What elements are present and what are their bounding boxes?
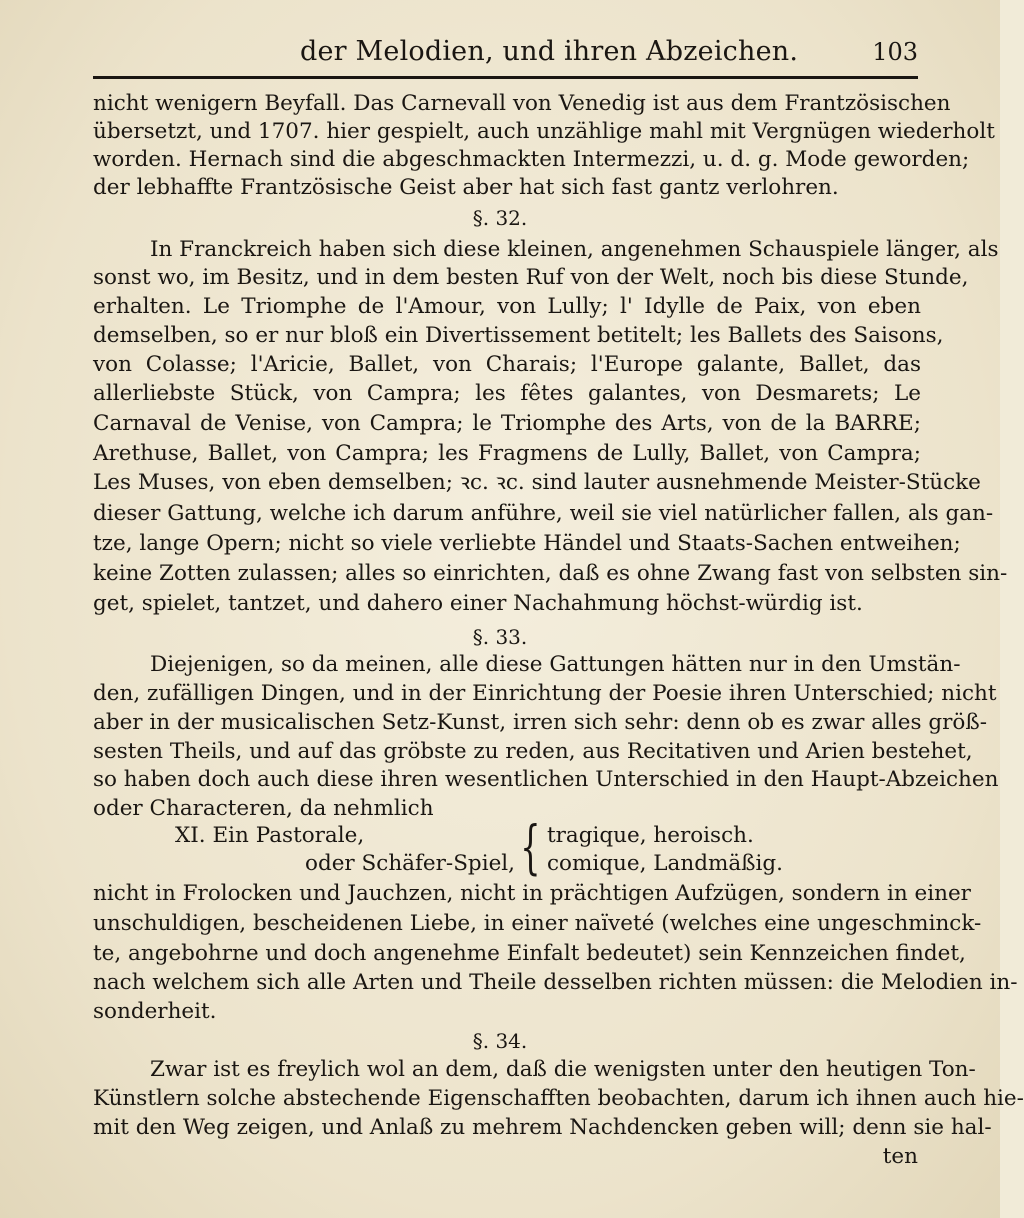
text-line: Arethuse, Ballet, von Campra; les Fragmens de Lully, Ballet, von Campra;	[93, 441, 921, 466]
running-title: der Melodien, und ihren Abzeichen.	[300, 36, 799, 67]
text-line: Carnaval de Venise, von Campra; le Triomphe des Arts, von de la BARRE;	[93, 411, 921, 436]
text-line: keine Zotten zulassen; alles so einrichten, daß es ohne Zwang fast von selbsten sin-	[93, 561, 1008, 586]
text-line: Künstlern solche abstechende Eigenschafften beobachten, darum ich ihnen auch hie-	[93, 1086, 1024, 1111]
text-line: te, angebohrne und doch angenehme Einfalt bedeutet) sein Kennzeichen findet,	[93, 941, 966, 966]
section-heading-34: §. 34.	[472, 1029, 528, 1053]
text-line: übersetzt, und 1707. hier gespielt, auch unzählige mahl mit Vergnügen wiederholt	[93, 119, 995, 144]
text-line: In Franckreich haben sich diese kleinen, angenehmen Schauspiele länger, als	[150, 237, 999, 262]
text-line: allerliebste Stück, von Campra; les fêtes galantes, von Desmarets; Le	[93, 381, 921, 406]
text-line: sonst wo, im Besitz, und in dem besten Ruf von der Welt, noch bis diese Stunde,	[93, 265, 969, 290]
text-line: erhalten. Le Triomphe de l'Amour, von Lully; l' Idylle de Paix, von eben	[93, 294, 921, 319]
text-line: Les Muses, von eben demselben; ꝛc. ꝛc. sind lauter ausnehmende Meister-Stücke	[93, 470, 981, 495]
text-line: sonderheit.	[93, 999, 217, 1024]
page-number: 103	[872, 38, 918, 66]
text-line: Zwar ist es freylich wol an dem, daß die wenigsten unter den heutigen Ton-	[150, 1057, 976, 1082]
text-line: dieser Gattung, welche ich darum anführe, weil sie viel natürlicher fallen, als gan-	[93, 501, 994, 526]
catchword: ten	[882, 1144, 918, 1169]
section-heading-32: §. 32.	[472, 206, 528, 230]
text-line: nicht in Frolocken und Jauchzen, nicht in prächtigen Aufzügen, sondern in einer	[93, 881, 971, 906]
text-line: aber in der musicalischen Setz-Kunst, irren sich sehr: denn ob es zwar alles größ-	[93, 710, 987, 735]
section-heading-33: §. 33.	[472, 625, 528, 649]
text-line: so haben doch auch diese ihren wesentlichen Unterschied in den Haupt-Abzeichen	[93, 767, 999, 792]
item-xi-option-1: tragique, heroisch.	[547, 823, 754, 848]
text-line: unschuldigen, bescheidenen Liebe, in einer naïveté (welches eine ungeschminck-	[93, 911, 982, 936]
page-header	[0, 28, 1000, 78]
text-line: oder Characteren, da nehmlich	[93, 796, 434, 821]
header-rule	[93, 76, 918, 79]
text-line: worden. Hernach sind die abgeschmackten Intermezzi, u. d. g. Mode geworden;	[93, 147, 970, 172]
text-line: get, spielet, tantzet, und dahero einer Nachahmung höchst-würdig ist.	[93, 591, 863, 616]
text-line: sesten Theils, und auf das gröbste zu reden, aus Recitativen und Arien bestehet,	[93, 739, 973, 764]
text-line: von Colasse; l'Aricie, Ballet, von Charais; l'Europe galante, Ballet, das	[93, 352, 921, 377]
brace: {	[520, 813, 541, 881]
item-xi-label: XI. Ein Pastorale,	[175, 823, 365, 848]
text-line: demselben, so er nur bloß ein Divertissement betitelt; les Ballets des Saisons,	[93, 323, 944, 348]
item-xi-option-2: comique, Landmäßig.	[547, 851, 783, 876]
item-xi-alt: oder Schäfer-Spiel,	[305, 851, 516, 876]
text-line: der lebhaffte Frantzösische Geist aber hat sich fast gantz verlohren.	[93, 175, 839, 200]
text-line: mit den Weg zeigen, und Anlaß zu mehrem Nachdencken geben will; denn sie hal-	[93, 1115, 992, 1140]
text-line: Diejenigen, so da meinen, alle diese Gattungen hätten nur in den Umstän-	[150, 652, 961, 677]
text-line: den, zufälligen Dingen, und in der Einrichtung der Poesie ihren Unterschied; nicht	[93, 681, 997, 706]
text-line: tze, lange Opern; nicht so viele verliebte Händel und Staats-Sachen entweihen;	[93, 531, 961, 556]
text-line: nach welchem sich alle Arten und Theile desselben richten müssen: die Melodien in-	[93, 970, 1018, 995]
text-line: nicht wenigern Beyfall. Das Carnevall von Venedig ist aus dem Frantzösischen	[93, 91, 951, 116]
